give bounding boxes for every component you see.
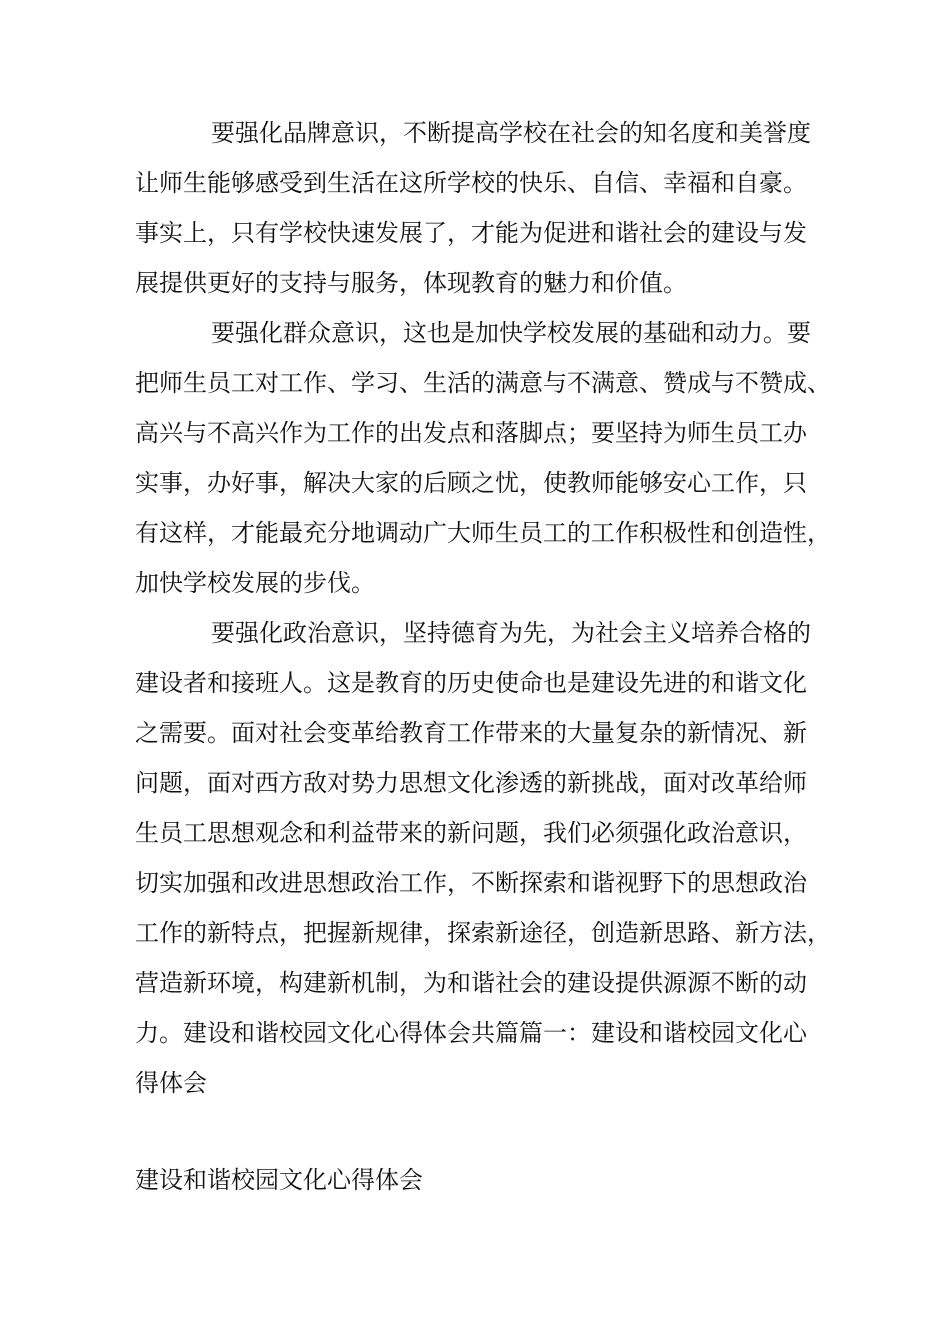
paragraph-1-line-4: 展提供更好的支持与服务，体现教育的魅力和价值。 — [135, 269, 687, 297]
paragraph-2-line-6: 加快学校发展的步伐。 — [135, 569, 375, 597]
paragraph-3-line-2: 建设者和接班人。这是教育的历史使命也是建设先进的和谐文化 — [135, 669, 807, 697]
paragraph-2-line-1: 要强化群众意识，这也是加快学校发展的基础和动力。要 — [211, 319, 811, 347]
paragraph-2-line-4: 实事，办好事，解决大家的后顾之忧，使教师能够安心工作，只 — [135, 469, 807, 497]
paragraph-2-line-2: 把师生员工对工作、学习、生活的满意与不满意、赞成与不赞成、 — [135, 369, 831, 397]
paragraph-3-line-9: 力。建设和谐校园文化心得体会共篇篇一：建设和谐校园文化心 — [135, 1019, 807, 1047]
paragraph-1-line-3: 事实上，只有学校快速发展了，才能为促进和谐社会的建设与发 — [135, 219, 807, 247]
paragraph-3-line-7: 工作的新特点，把握新规律，探索新途径，创造新思路、新方法， — [135, 919, 831, 947]
paragraph-3-line-6: 切实加强和改进思想政治工作，不断探索和谐视野下的思想政治 — [135, 869, 807, 897]
paragraph-2-line-3: 高兴与不高兴作为工作的出发点和落脚点；要坚持为师生员工办 — [135, 419, 807, 447]
paragraph-3-line-8: 营造新环境，构建新机制，为和谐社会的建设提供源源不断的动 — [135, 969, 807, 997]
paragraph-2-line-5: 有这样，才能最充分地调动广大师生员工的工作积极性和创造性， — [135, 519, 831, 547]
paragraph-3-line-5: 生员工思想观念和利益带来的新问题，我们必须强化政治意识， — [135, 819, 807, 847]
paragraph-3-line-10: 得体会 — [135, 1069, 207, 1097]
paragraph-3-line-3: 之需要。面对社会变革给教育工作带来的大量复杂的新情况、新 — [135, 719, 807, 747]
paragraph-1-line-2: 让师生能够感受到生活在这所学校的快乐、自信、幸福和自豪。 — [135, 169, 807, 197]
section-heading: 建设和谐校园文化心得体会 — [135, 1166, 423, 1194]
paragraph-3-line-4: 问题，面对西方敌对势力思想文化渗透的新挑战，面对改革给师 — [135, 769, 807, 797]
paragraph-1-line-1: 要强化品牌意识，不断提高学校在社会的知名度和美誉度 — [211, 119, 811, 147]
paragraph-3-line-1: 要强化政治意识，坚持德育为先，为社会主义培养合格的 — [211, 619, 811, 647]
